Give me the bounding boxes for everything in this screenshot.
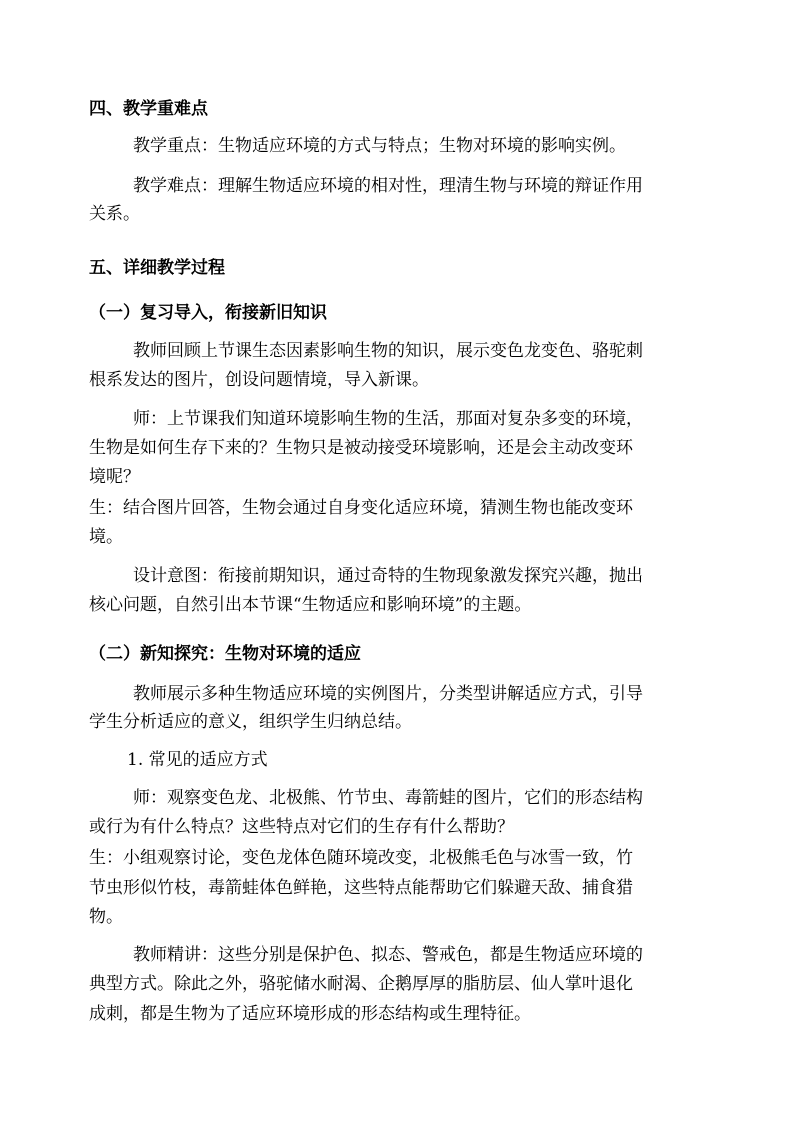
subsection-heading: （二）新知探究：生物对环境的适应 bbox=[89, 644, 361, 664]
paragraph-line: 生：结合图片回答，生物会通过自身变化适应环境，猜测生物也能改变环 bbox=[89, 498, 633, 518]
section-heading: 五、详细教学过程 bbox=[89, 258, 225, 278]
paragraph-line: 境呢？ bbox=[89, 467, 140, 487]
paragraph-line: 核心问题，自然引出本节课“生物适应和影响环境”的主题。 bbox=[89, 595, 532, 615]
paragraph-line: 教师回顾上节课生态因素影响生物的知识，展示变色龙变色、骆驼刺 bbox=[133, 341, 643, 361]
paragraph-line: 教学难点：理解生物适应环境的相对性，理清生物与环境的辩证作用 bbox=[133, 176, 643, 196]
paragraph-line: 根系发达的图片，创设问题情境，导入新课。 bbox=[89, 370, 429, 390]
paragraph-line: 教学重点：生物适应环境的方式与特点；生物对环境的影响实例。 bbox=[133, 136, 626, 156]
paragraph-line: 节虫形似竹枝，毒箭蛙体色鲜艳，这些特点能帮助它们躲避天敌、捕食猎 bbox=[89, 878, 633, 898]
paragraph-line: 典型方式。除此之外，骆驼储水耐渴、企鹅厚厚的脂肪层、仙人掌叶退化 bbox=[89, 974, 633, 994]
section-heading: 四、教学重难点 bbox=[89, 99, 208, 119]
paragraph-line: 生：小组观察讨论，变色龙体色随环境改变，北极熊毛色与冰雪一致，竹 bbox=[89, 848, 633, 868]
paragraph-line: 教师展示多种生物适应环境的实例图片，分类型讲解适应方式，引导 bbox=[133, 684, 643, 704]
paragraph-line: 境。 bbox=[89, 527, 123, 547]
subsection-heading: （一）复习导入，衔接新旧知识 bbox=[89, 303, 327, 323]
paragraph-line: 设计意图：衔接前期知识，通过奇特的生物现象激发探究兴趣，抛出 bbox=[133, 566, 643, 586]
paragraph-line: 物。 bbox=[89, 907, 123, 927]
paragraph-line: 成刺，都是生物为了适应环境形成的形态结构或生理特征。 bbox=[89, 1004, 531, 1024]
paragraph-line: 生物是如何生存下来的？生物只是被动接受环境影响，还是会主动改变环 bbox=[89, 438, 633, 458]
paragraph-line: 师：观察变色龙、北极熊、竹节虫、毒箭蛙的图片，它们的形态结构 bbox=[133, 788, 643, 808]
paragraph-line: 关系。 bbox=[89, 204, 140, 224]
paragraph-line: 学生分析适应的意义，组织学生归纳总结。 bbox=[89, 712, 412, 732]
paragraph-line: 教师精讲：这些分别是保护色、拟态、警戒色，都是生物适应环境的 bbox=[133, 945, 643, 965]
paragraph-line: 或行为有什么特点？这些特点对它们的生存有什么帮助？ bbox=[89, 817, 514, 837]
paragraph-line: 师：上节课我们知道环境影响生物的生活，那面对复杂多变的环境， bbox=[133, 409, 643, 429]
numbered-item: 1. 常见的适应方式 bbox=[127, 750, 268, 770]
